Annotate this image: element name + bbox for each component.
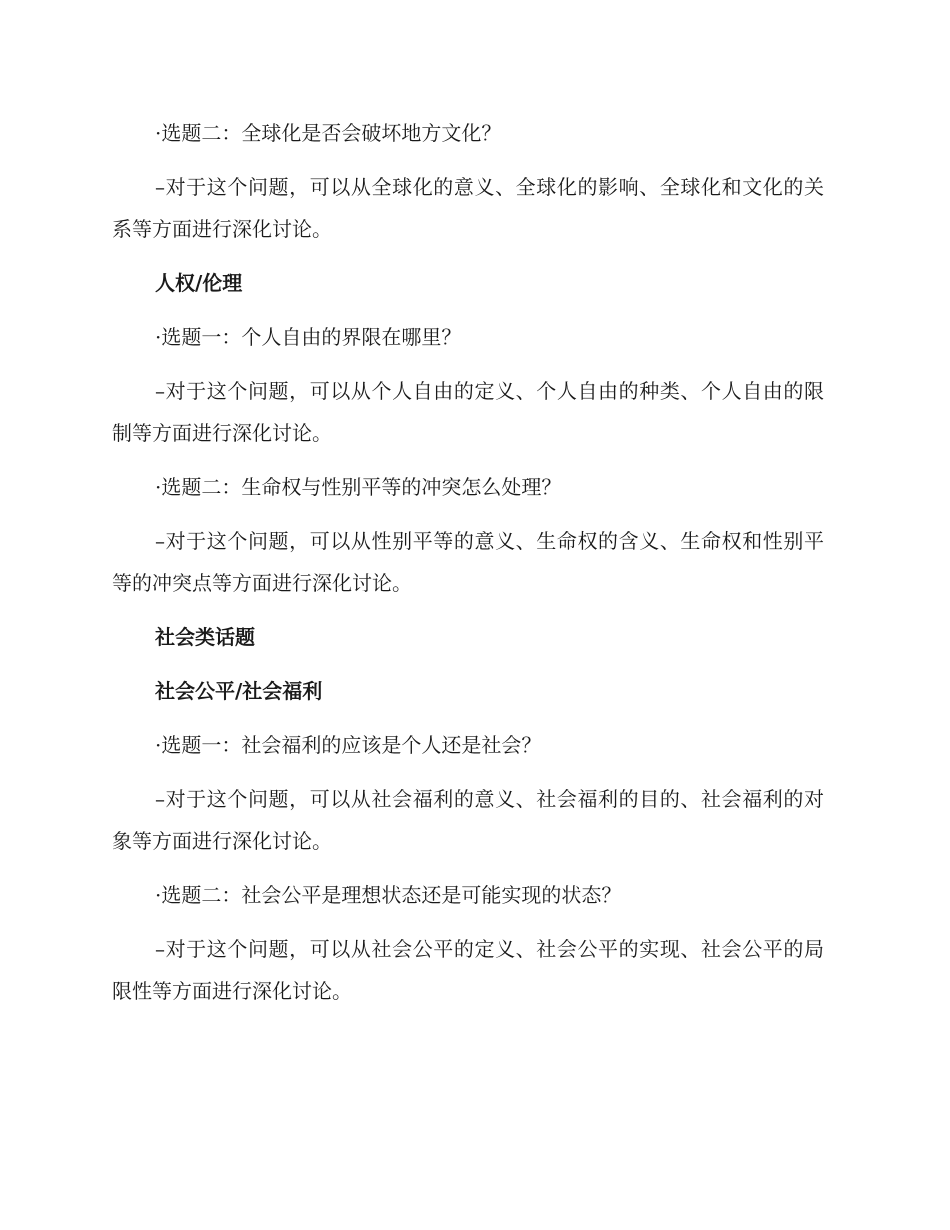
topic-social-1: ·选题一：社会福利的应该是个人还是社会？ [155, 733, 542, 757]
topic-human-rights-2: ·选题二：生命权与性别平等的冲突怎么处理？ [155, 475, 562, 499]
discussion-human-rights-1: –对于这个问题，可以从个人自由的定义、个人自由的种类、个人自由的限制等方面进行深化讨论。 [112, 379, 824, 445]
discussion-globalization-2: –对于这个问题，可以从全球化的意义、全球化的影响、全球化和文化的关系等方面进行深化讨论。 [112, 175, 824, 241]
section-social-topics: 社会类话题 [155, 625, 255, 649]
discussion-social-1: –对于这个问题，可以从社会福利的意义、社会福利的目的、社会福利的对象等方面进行深化讨论。 [112, 787, 824, 853]
topic-globalization-2: ·选题二：全球化是否会破坏地方文化？ [155, 121, 502, 145]
section-human-rights-ethics: 人权/伦理 [155, 271, 243, 295]
discussion-social-2: –对于这个问题，可以从社会公平的定义、社会公平的实现、社会公平的局限性等方面进行深化讨论。 [112, 937, 824, 1003]
topic-social-2: ·选题二：社会公平是理想状态还是可能实现的状态？ [155, 883, 622, 907]
document-body [112, 112, 824, 1024]
topic-human-rights-1: ·选题一：个人自由的界限在哪里？ [155, 325, 462, 349]
discussion-human-rights-2: –对于这个问题，可以从性别平等的意义、生命权的含义、生命权和性别平等的冲突点等方面进行深化讨论。 [112, 529, 824, 595]
section-social-equity-welfare: 社会公平/社会福利 [155, 679, 323, 703]
